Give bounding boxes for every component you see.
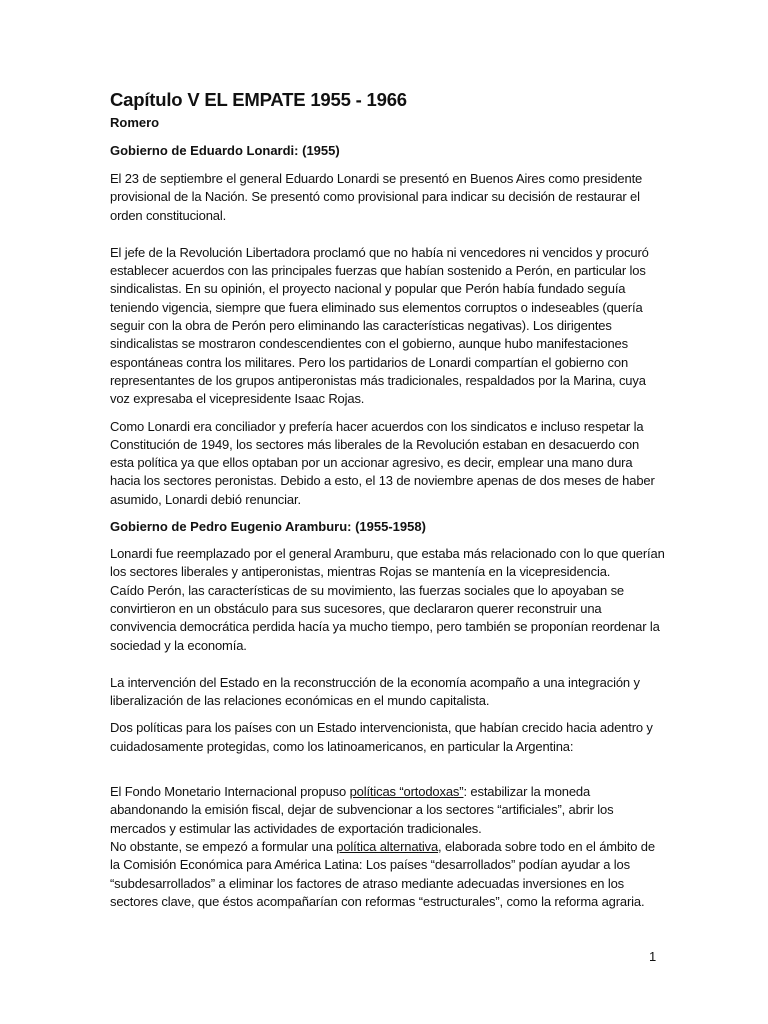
- paragraph: Como Lonardi era conciliador y prefería hacer acuerdos con los sindicatos e incluso respetar la Constitución de 1949, los sectores más liberales de la Revolución estaban en desacuerdo con esta política ya que ellos optaban por un accionar agresivo, es decir, emplear una mano dura hacia los sectores peronistas. Debido a esto, el 13 de noviembre apenas de dos meses de haber asumido, Lonardi debió renunciar.: [110, 418, 655, 507]
- paragraph-fmi: [110, 783, 665, 838]
- paragraph: El 23 de septiembre el general Eduardo Lonardi se presentó en Buenos Aires como presidente provisional de la Nación. Se presentó como provisional para indicar su decisión de restaurar el orden constitucional.: [110, 171, 643, 223]
- text-fragment: El Fondo Monetario Internacional propuso: [110, 784, 350, 800]
- document-body: [110, 88, 665, 911]
- section-heading-lonardi: Gobierno de Eduardo Lonardi: (1955): [110, 143, 340, 158]
- paragraph: El jefe de la Revolución Libertadora proclamó que no había ni vencedores ni vencidos y procuró establecer acuerdos con las principales fuerzas que habían sostenido a Perón, en particular los sindicalistas. En su opinión, el proyecto nacional y popular que Perón había fundado seguía teniendo vigencia, siempre que fuera eliminado sus elementos corruptos o indeseables (quería seguir con la obra de Perón pero eliminando las características negativas). Los dirigentes sindicalistas se mostraron condescendientes con el gobierno, aunque hubo manifestaciones espontáneas contra los militares. Pero los partidarios de Lonardi compartían el gobierno con representantes de los grupos antiperonistas más tradicionales, respaldados por la Marina, cuya voz expresaba el vicepresidente Isaac Rojas.: [110, 244, 649, 407]
- chapter-title: Capítulo V EL EMPATE 1955 - 1966: [110, 89, 407, 110]
- paragraph: La intervención del Estado en la reconstrucción de la economía acompaño a una integración y liberalización de las relaciones económicas en el mundo capitalista.: [110, 674, 640, 709]
- paragraph: Caído Perón, las características de su movimiento, las fuerzas sociales que lo apoyaban se convirtieron en un obstáculo para sus sucesores, que declararon querer reconstruir una convivencia democrática perdida hacía ya mucho tiempo, pero también se proponían reordenar la sociedad y la economía.: [110, 582, 660, 653]
- text-fragment: , elaborada sobre todo en el ámbito de la Comisión Económica para América Latina: Los países “desarrollados” podían ayudar a los “subdesarrollados” a eliminar los factores de atraso mediante adecuadas inversiones en los sectores clave, que éstos acompañarían con reformas “estructurales”, como la reforma agraria.: [110, 838, 655, 909]
- text-fragment: No obstante, se empezó a formular una: [110, 838, 337, 854]
- underlined-term: política alternativa: [336, 838, 439, 854]
- text-fragment: : estabilizar la moneda abandonando la emisión fiscal, dejar de subvencionar a los sectores “artificiales”, abrir los mercados y estimular las actividades de exportación tradicionales.: [110, 784, 614, 836]
- section-heading-aramburu: Gobierno de Pedro Eugenio Aramburu: (1955-1958): [110, 519, 426, 535]
- author-name: Romero: [110, 115, 160, 130]
- underlined-term: políticas “ortodoxas”: [349, 784, 464, 800]
- paragraph: Dos políticas para los países con un Estado intervencionista, que habían crecido hacia adentro y cuidadosamente protegidas, como los latinoamericanos, en particular la Argentina:: [110, 720, 653, 754]
- paragraph: Lonardi fue reemplazado por el general Aramburu, que estaba más relacionado con lo que querían los sectores liberales y antiperonistas, mientras Rojas se mantenía en la vicepresidencia.: [110, 546, 665, 580]
- page-number: 1: [649, 949, 657, 964]
- paragraph-cepal: [110, 838, 665, 911]
